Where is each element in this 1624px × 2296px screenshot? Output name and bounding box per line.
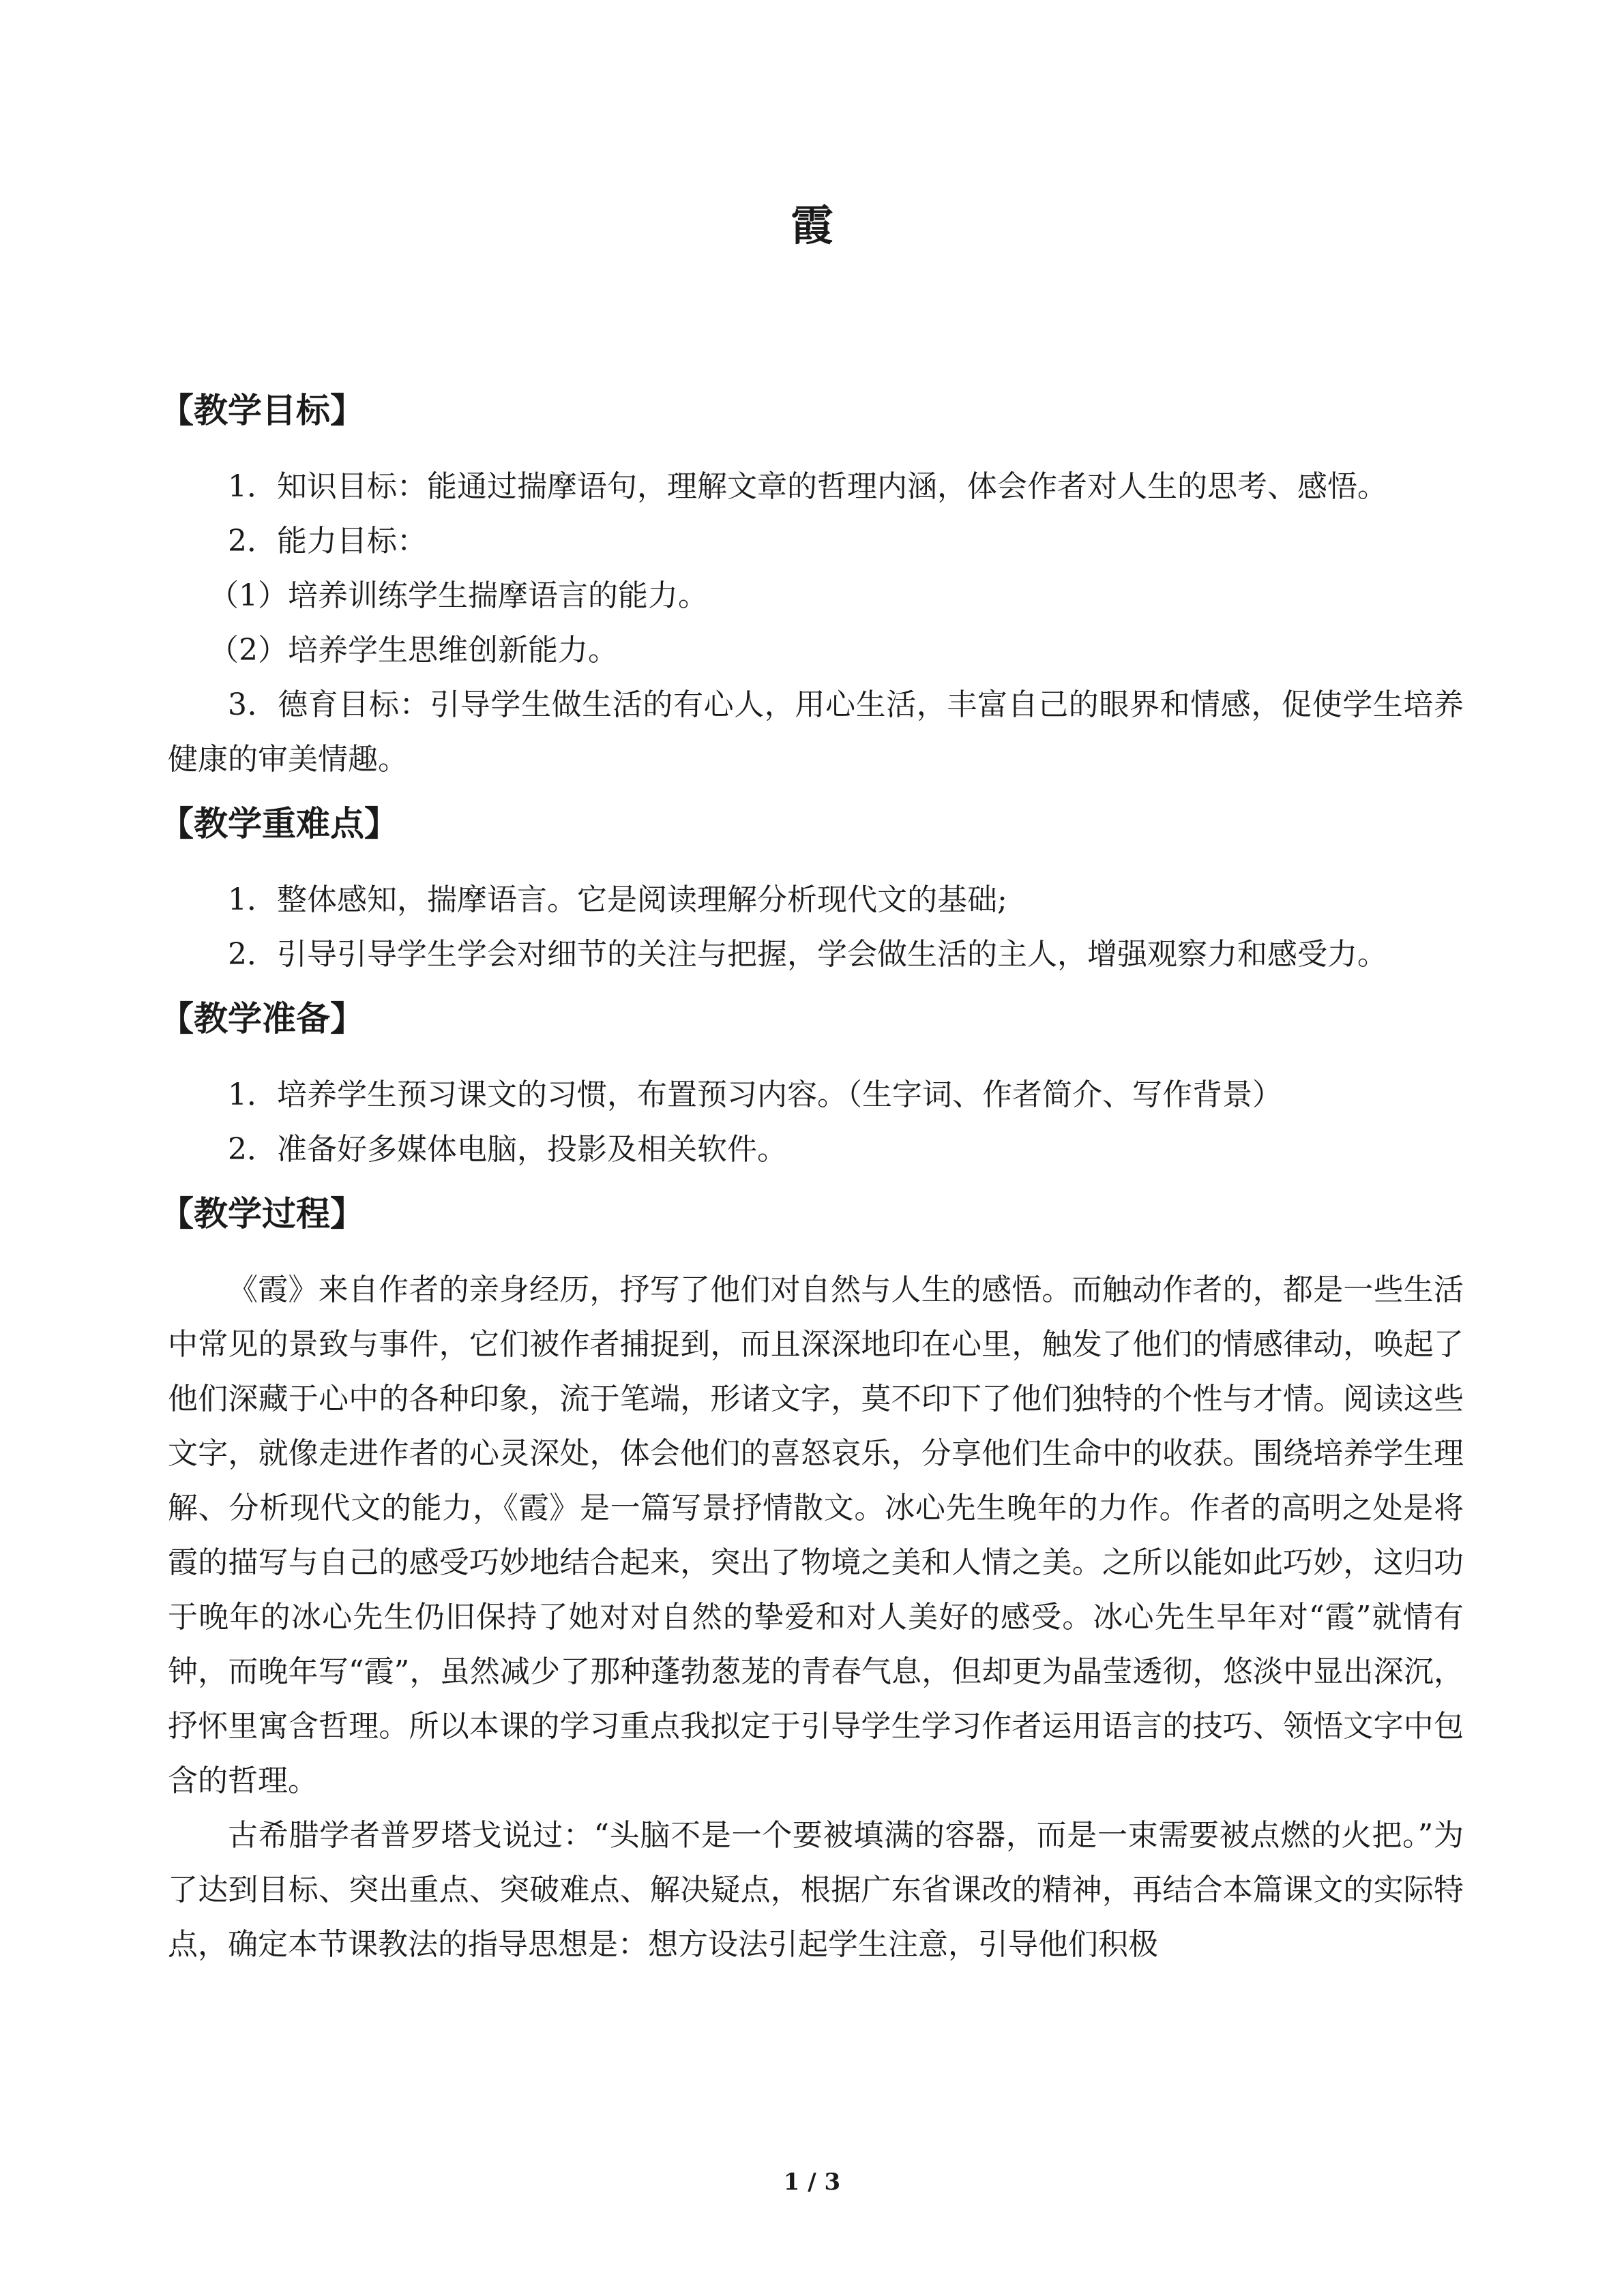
objective-subitem: （1）培养训练学生揣摩语言的能力。 bbox=[209, 578, 708, 613]
section-heading-key-points: 【教学重难点】 bbox=[160, 804, 398, 844]
section-heading-preparation: 【教学准备】 bbox=[160, 999, 364, 1039]
objective-item: 3．德育目标：引导学生做生活的有心人，用心生活，丰富自己的眼界和情感，促使学生培养健康的审美情趣。 bbox=[168, 687, 1464, 777]
key-point-item: 2．引导引导学生学会对细节的关注与把握，学会做生活的主人，增强观察力和感受力。 bbox=[228, 937, 1387, 972]
preparation-item: 2．准备好多媒体电脑，投影及相关软件。 bbox=[228, 1132, 787, 1167]
objective-item: 1．知识目标：能通过揣摩语句，理解文章的哲理内涵，体会作者对人生的思考、感悟。 bbox=[228, 469, 1387, 504]
process-paragraph: 古希腊学者普罗塔戈说过：“头脑不是一个要被填满的容器，而是一束需要被点燃的火把。”为了达到目标、突出重点、突破难点、解决疑点，根据广东省课改的精神，再结合本篇课文的实际特点，确定本节课教法的指导思想是：想方设法引起学生注意，引导他们积极 bbox=[168, 1818, 1464, 1962]
process-paragraph: 《霞》来自作者的亲身经历，抒写了他们对自然与人生的感悟。而触动作者的，都是一些生活中常见的景致与事件，它们被作者捕捉到，而且深深地印在心里，触发了他们的情感律动，唤起了他们深藏于心中的各种印象，流于笔端，形诸文字，莫不印下了他们独特的个性与才情。阅读这些文字，就像走进作者的心灵深处，体会他们的喜怒哀乐，分享他们生命中的收获。围绕培养学生理解、分析现代文的能力，《霞》是一篇写景抒情散文。冰心先生晚年的力作。作者的高明之处是将霞的描写与自己的感受巧妙地结合起来，突出了物境之美和人情之美。之所以能如此巧妙，这归功于晚年的冰心先生仍旧保持了她对对自然的挚爱和对人美好的感受。冰心先生早年对“霞”就情有钟，而晚年写“霞”，虽然减少了那种蓬勃葱茏的青春气息，但却更为晶莹透彻，悠淡中显出深沉，抒怀里寓含哲理。所以本课的学习重点我拟定于引导学生学习作者运用语言的技巧、领悟文字中包含的哲理。 bbox=[168, 1272, 1464, 1798]
page-number: 1 / 3 bbox=[783, 2168, 841, 2196]
objective-item: 2．能力目标： bbox=[228, 524, 427, 558]
document-body bbox=[160, 382, 1464, 1972]
preparation-item: 1．培养学生预习课文的习惯，布置预习内容。（生字词、作者简介、写作背景） bbox=[228, 1077, 1282, 1112]
objective-subitem: （2）培养学生思维创新能力。 bbox=[209, 633, 618, 668]
section-heading-objectives: 【教学目标】 bbox=[160, 391, 364, 430]
key-point-item: 1．整体感知，揣摩语言。它是阅读理解分析现代文的基础; bbox=[228, 882, 1007, 917]
document-title: 霞 bbox=[791, 200, 833, 250]
section-heading-process: 【教学过程】 bbox=[160, 1194, 364, 1234]
